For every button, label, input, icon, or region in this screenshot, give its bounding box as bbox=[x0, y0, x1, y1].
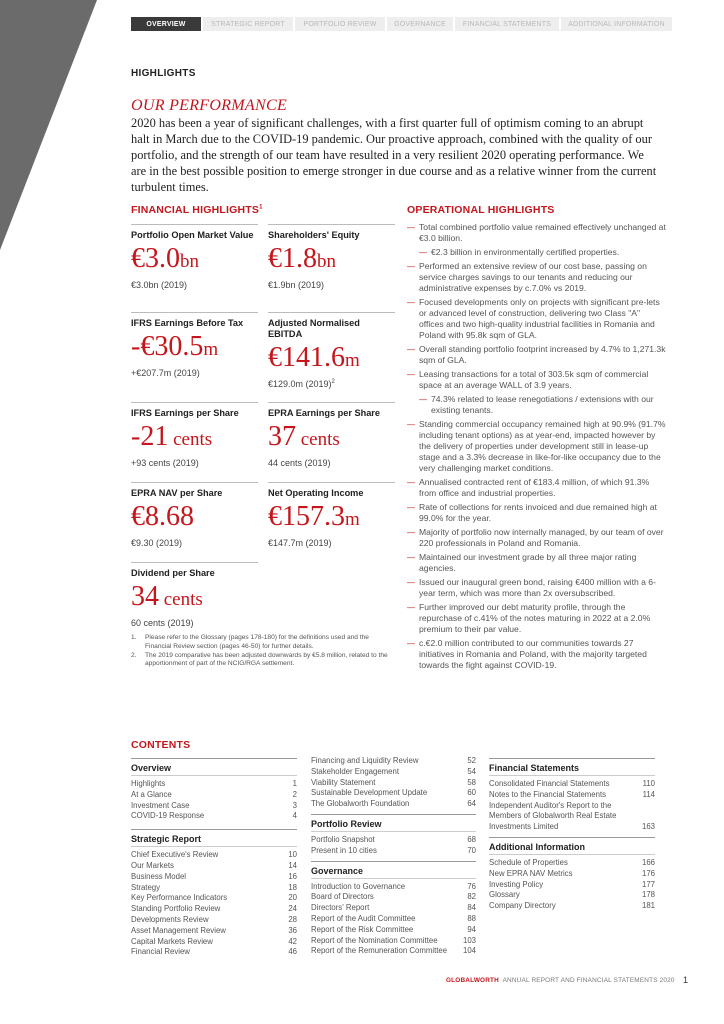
metric-card bbox=[131, 402, 258, 469]
toc-entry-page: 76 bbox=[467, 881, 476, 891]
corner-decoration bbox=[0, 0, 100, 1024]
toc-entry-title: Consolidated Financial Statements bbox=[489, 779, 610, 788]
toc-entry-title: Notes to the Financial Statements bbox=[489, 789, 607, 799]
tab-portfolio-review[interactable]: PORTFOLIO REVIEW bbox=[295, 17, 385, 31]
metric-prior: 60 cents (2019) bbox=[131, 618, 194, 628]
toc-entry-title: Report of the Audit Committee bbox=[311, 913, 416, 923]
metric-label: Shareholders' Equity bbox=[268, 230, 360, 240]
toc-entry-page: 94 bbox=[467, 924, 476, 934]
toc-entry[interactable] bbox=[311, 892, 476, 903]
toc-entry[interactable] bbox=[311, 778, 476, 789]
toc-entry[interactable] bbox=[131, 893, 297, 904]
metric-value: 34 cents bbox=[131, 581, 203, 612]
operational-item: — Total combined portfolio value remained effectively unchanged at €3.0 billion. bbox=[407, 222, 667, 244]
toc-entry-title: Our Markets bbox=[131, 860, 174, 870]
metric-value: €8.68 bbox=[131, 501, 194, 532]
toc-entry-title: Sustainable Development Update bbox=[311, 788, 428, 798]
footnote: 1. Please refer to the Glossary (pages 178-180) for the definitions used and the Financial Review section (pages 46-50) for further details. bbox=[131, 634, 369, 650]
metric-card bbox=[131, 224, 258, 291]
metric-label: Dividend per Share bbox=[131, 568, 215, 578]
toc-entry-title: Highlights bbox=[131, 779, 166, 788]
operational-item: — 74.3% related to lease renegotiations / extensions with our existing tenants. bbox=[407, 394, 667, 416]
tab-additional-information[interactable]: ADDITIONAL INFORMATION bbox=[561, 17, 672, 31]
footer-brand: GLOBALWORTH bbox=[446, 977, 499, 984]
metric-value: €141.6m bbox=[268, 342, 360, 373]
toc-entry[interactable] bbox=[311, 788, 476, 799]
toc-entry-page: 24 bbox=[288, 904, 297, 914]
toc-entry-page: 16 bbox=[288, 871, 297, 881]
toc-entry-page: 64 bbox=[467, 799, 476, 809]
toc-entry-title: Financing and Liquidity Review bbox=[311, 756, 419, 765]
toc-entry-title: Stakeholder Engagement bbox=[311, 766, 399, 776]
toc-entry-title: New EPRA NAV Metrics bbox=[489, 868, 573, 878]
metric-prior: €3.0bn (2019) bbox=[131, 280, 188, 290]
toc-entry[interactable] bbox=[311, 846, 476, 857]
toc-entry[interactable] bbox=[311, 946, 476, 957]
toc-entry[interactable] bbox=[311, 835, 476, 846]
toc-entry-page: 28 bbox=[288, 914, 297, 924]
toc-entry-title: Report of the Remuneration Committee bbox=[311, 946, 448, 956]
toc-entry-title: Directors' Report bbox=[311, 903, 370, 913]
toc-entry-title: Standing Portfolio Review bbox=[131, 904, 221, 914]
toc-entry-page: 10 bbox=[288, 850, 297, 860]
toc-entry[interactable] bbox=[131, 801, 297, 812]
operational-list bbox=[407, 222, 667, 671]
toc-entry[interactable] bbox=[131, 779, 297, 790]
toc-entry-title: Portfolio Snapshot bbox=[311, 834, 375, 844]
section-label: HIGHLIGHTS bbox=[131, 68, 196, 79]
toc-entry[interactable] bbox=[489, 779, 655, 790]
tab-financial-statements[interactable]: FINANCIAL STATEMENTS bbox=[455, 17, 559, 31]
footnotes bbox=[131, 634, 391, 669]
toc-entry-title: Financial Review bbox=[131, 947, 190, 957]
operational-item: — Majority of portfolio now internally managed, by our team of over 220 professionals in Poland and Romania. bbox=[407, 527, 667, 549]
metric-value: €157.3m bbox=[268, 501, 360, 532]
toc-entry-title: Company Directory bbox=[489, 901, 556, 911]
toc-entry[interactable] bbox=[489, 869, 655, 880]
metric-prior: 44 cents (2019) bbox=[268, 458, 331, 468]
toc-entry[interactable] bbox=[311, 925, 476, 936]
toc-entry-title: Independent Auditor's Report to the Members of Globalworth Real Estate Investments Limited bbox=[489, 800, 617, 832]
toc-entry-title: Introduction to Governance bbox=[311, 881, 406, 891]
contents-heading: CONTENTS bbox=[131, 739, 191, 751]
tab-governance[interactable]: GOVERNANCE bbox=[387, 17, 453, 31]
toc-entry[interactable] bbox=[131, 937, 297, 948]
toc-entry-page: 82 bbox=[467, 892, 476, 902]
metric-value: 37 cents bbox=[268, 421, 340, 452]
toc-entry-title: Investment Case bbox=[131, 800, 190, 810]
toc-entry-title: Chief Executive's Review bbox=[131, 850, 219, 860]
toc-entry-title: Report of the Nomination Committee bbox=[311, 935, 438, 945]
operational-item: — Performed an extensive review of our cost base, passing on service charges savings to our tenants and reducing our administrative expenses by c.7.0% vs 2019. bbox=[407, 261, 667, 294]
toc-entry-page: 84 bbox=[467, 903, 476, 913]
toc-entry-page: 60 bbox=[467, 788, 476, 798]
toc-entry-page: 58 bbox=[467, 777, 476, 787]
toc-entry-page: 110 bbox=[642, 779, 655, 788]
toc-entry[interactable] bbox=[489, 880, 655, 891]
toc-entry[interactable] bbox=[489, 801, 655, 833]
operational-item: — Further improved our debt maturity profile, through the repurchase of c.41% of the notes maturing in 2022 at a 2.0% premium to their par value. bbox=[407, 602, 667, 635]
metric-value: €1.8bn bbox=[268, 243, 336, 274]
financial-highlights-heading: FINANCIAL HIGHLIGHTS$^1$ bbox=[131, 204, 263, 216]
toc-entry-page: 14 bbox=[288, 860, 297, 870]
metric-label: Net Operating Income bbox=[268, 488, 364, 498]
toc-entry-title: The Globalworth Foundation bbox=[311, 799, 410, 809]
toc-entry[interactable] bbox=[131, 850, 297, 861]
operational-item: — Overall standing portfolio footprint increased by 4.7% to 1,271.3k sqm of GLA. bbox=[407, 344, 667, 366]
tab-strategic-report[interactable]: STRATEGIC REPORT bbox=[203, 17, 293, 31]
toc-entry-title: Strategy bbox=[131, 882, 161, 892]
toc-column-3 bbox=[489, 758, 655, 912]
toc-entry[interactable] bbox=[131, 790, 297, 801]
tab-overview[interactable]: OVERVIEW bbox=[131, 17, 201, 31]
toc-entry[interactable] bbox=[131, 904, 297, 915]
toc-entry-title: Report of the Risk Committee bbox=[311, 924, 414, 934]
toc-entry[interactable] bbox=[311, 903, 476, 914]
toc-entry[interactable] bbox=[311, 799, 476, 810]
operational-item: — c.€2.0 million contributed to our communities towards 27 initiatives in Romania and Poland, with the majority targeted towards the fight against COVID-19. bbox=[407, 638, 667, 671]
metric-card bbox=[131, 312, 258, 379]
metric-card bbox=[268, 482, 395, 549]
toc-entry-page: 178 bbox=[641, 890, 655, 900]
toc-entry-page: 42 bbox=[288, 936, 297, 946]
metric-prior: +€207.7m (2019) bbox=[131, 368, 200, 378]
operational-item: — Leasing transactions for a total of 303.5k sqm of commercial space at an average WALL of 3.9 years. bbox=[407, 369, 667, 391]
toc-entry-page: 163 bbox=[641, 822, 655, 832]
toc-heading-portfolio: Portfolio Review bbox=[311, 814, 476, 832]
toc-entry-title: Key Performance Indicators bbox=[131, 893, 228, 903]
operational-item: — Standing commercial occupancy remained high at 90.9% (91.7% including tenant options) as at year-end, impacted however by the delivery of properties under development still in lease-up stage and a 3.3% decrease in like-for-like occupancy due to the very challenging market conditions. bbox=[407, 419, 667, 474]
toc-entry[interactable] bbox=[131, 926, 297, 937]
toc-entry-page: 3 bbox=[292, 800, 297, 810]
metric-value: €3.0bn bbox=[131, 243, 199, 274]
toc-entry-page: 103 bbox=[462, 935, 476, 945]
toc-entry-title: Schedule of Properties bbox=[489, 857, 568, 867]
metric-label: IFRS Earnings per Share bbox=[131, 408, 239, 418]
metric-card bbox=[268, 224, 395, 291]
toc-entry-page: 68 bbox=[467, 834, 476, 844]
metric-prior: €1.9bn (2019) bbox=[268, 280, 325, 290]
metric-prior: €129.0m $(2019)^2$ bbox=[268, 379, 335, 389]
metric-label: Adjusted Normalised EBITDA bbox=[268, 318, 360, 339]
toc-entry-page: 181 bbox=[641, 901, 655, 911]
toc-entry-page: 114 bbox=[642, 789, 655, 799]
metric-card bbox=[131, 562, 258, 629]
performance-intro: 2020 has been a year of significant challenges, with a first quarter full of optimism coming to an abrupt halt in March due to the COVID-19 pandemic. Our proactive approach, combined with the quality of our portfolio, and the strength of our team have resulted in a very resilient 2020 operating performance. We are in the best possible position to emerge stronger in due course and as a relative winner from the current turbulent times. bbox=[131, 116, 657, 194]
toc-entry-page: 1 bbox=[292, 779, 297, 788]
operational-item: — Annualised contracted rent of €183.4 million, of which 91.3% from office and industrial properties. bbox=[407, 477, 667, 499]
section-nav bbox=[131, 17, 672, 31]
toc-entry-title: Asset Management Review bbox=[131, 925, 226, 935]
page-number: 1 bbox=[683, 975, 689, 985]
toc-entry-title: Capital Markets Review bbox=[131, 936, 213, 946]
toc-heading-strategic: Strategic Report bbox=[131, 829, 297, 847]
toc-entry-title: Glossary bbox=[489, 890, 520, 900]
toc-entry[interactable] bbox=[131, 883, 297, 894]
toc-entry-page: 18 bbox=[288, 882, 297, 892]
toc-entry[interactable] bbox=[311, 767, 476, 778]
toc-entry-page: 166 bbox=[641, 857, 655, 867]
operational-item: — €2.3 billion in environmentally certified properties. bbox=[407, 247, 667, 258]
toc-entry[interactable] bbox=[131, 872, 297, 883]
performance-title: OUR PERFORMANCE bbox=[131, 97, 288, 114]
toc-heading-financial-statements: Financial Statements bbox=[489, 758, 655, 776]
toc-entry[interactable] bbox=[489, 790, 655, 801]
toc-entry[interactable] bbox=[311, 936, 476, 947]
metric-value: -€30.5m bbox=[131, 331, 219, 362]
footnote: 2. The 2019 comparative has been adjusted downwards by €5.8 million, related to the apportionment of part of the NCIG/RGA settlement. bbox=[131, 651, 388, 668]
metric-card bbox=[268, 402, 395, 469]
metric-card bbox=[268, 312, 395, 390]
operational-item: — Rate of collections for rents invoiced and due remained high at 99.0% for the year. bbox=[407, 502, 667, 524]
toc-entry-page: 88 bbox=[467, 913, 476, 923]
toc-heading-overview: Overview bbox=[131, 758, 297, 776]
toc-entry[interactable] bbox=[311, 756, 476, 767]
toc-entry[interactable] bbox=[131, 915, 297, 926]
toc-entry[interactable] bbox=[489, 901, 655, 912]
operational-item: — Focused developments only on projects with significant pre-lets or advanced level of construction, delivering two Class "A" offices and two high-quality industrial facilities in Romania and Poland with 95.8k sqm of GLA. bbox=[407, 297, 667, 341]
metric-value: -21 cents bbox=[131, 421, 213, 452]
toc-entry[interactable] bbox=[131, 811, 297, 822]
toc-entry-page: 46 bbox=[288, 947, 297, 957]
toc-entry[interactable] bbox=[489, 858, 655, 869]
metric-label: EPRA Earnings per Share bbox=[268, 408, 380, 418]
toc-entry-page: 54 bbox=[467, 766, 476, 776]
toc-entry[interactable] bbox=[311, 914, 476, 925]
toc-entry-page: 36 bbox=[288, 925, 297, 935]
metric-label: Portfolio Open Market Value bbox=[131, 230, 254, 240]
toc-entry-title: Developments Review bbox=[131, 914, 209, 924]
toc-entry-page: 176 bbox=[641, 868, 655, 878]
toc-entry-page: 177 bbox=[641, 879, 655, 889]
metric-prior: €9.30 (2019) bbox=[131, 538, 183, 548]
operational-item: — Maintained our investment grade by all three major rating agencies. bbox=[407, 552, 667, 574]
toc-entry-title: Viability Statement bbox=[311, 777, 376, 787]
toc-entry-page: 104 bbox=[462, 946, 476, 956]
toc-entry[interactable] bbox=[131, 947, 297, 958]
metric-card bbox=[131, 482, 258, 549]
toc-entry-page: 2 bbox=[292, 789, 297, 799]
operational-highlights-heading: OPERATIONAL HIGHLIGHTS bbox=[407, 204, 555, 216]
toc-entry[interactable] bbox=[489, 890, 655, 901]
toc-entry-title: Present in 10 cities bbox=[311, 845, 377, 855]
page-footer bbox=[446, 977, 675, 984]
toc-entry-title: At a Glance bbox=[131, 789, 172, 799]
toc-entry-title: COVID-19 Response bbox=[131, 811, 205, 821]
toc-entry[interactable] bbox=[131, 861, 297, 872]
toc-entry[interactable] bbox=[311, 882, 476, 893]
metric-prior: €147.7m (2019) bbox=[268, 538, 332, 548]
metric-prior: +93 cents (2019) bbox=[131, 458, 199, 468]
toc-column-1 bbox=[131, 758, 297, 958]
toc-heading-additional: Additional Information bbox=[489, 837, 655, 855]
toc-entry-title: Board of Directors bbox=[311, 892, 374, 902]
toc-column-2 bbox=[311, 756, 476, 957]
toc-heading-governance: Governance bbox=[311, 861, 476, 879]
metric-label: EPRA NAV per Share bbox=[131, 488, 223, 498]
financial-highlights bbox=[131, 204, 398, 628]
footer-text: ANNUAL REPORT AND FINANCIAL STATEMENTS 2020 bbox=[502, 977, 675, 984]
toc-entry-page: 52 bbox=[467, 756, 476, 765]
operational-item: — Issued our inaugural green bond, raising €400 million with a 6-year term, which was more than 2x oversubscribed. bbox=[407, 577, 667, 599]
toc-entry-title: Investing Policy bbox=[489, 879, 544, 889]
operational-highlights bbox=[407, 204, 667, 674]
toc-entry-title: Business Model bbox=[131, 871, 187, 881]
toc-entry-page: 70 bbox=[467, 845, 476, 855]
metric-label: IFRS Earnings Before Tax bbox=[131, 318, 244, 328]
toc-entry-page: 20 bbox=[288, 893, 297, 903]
toc-entry-page: 4 bbox=[292, 811, 297, 821]
